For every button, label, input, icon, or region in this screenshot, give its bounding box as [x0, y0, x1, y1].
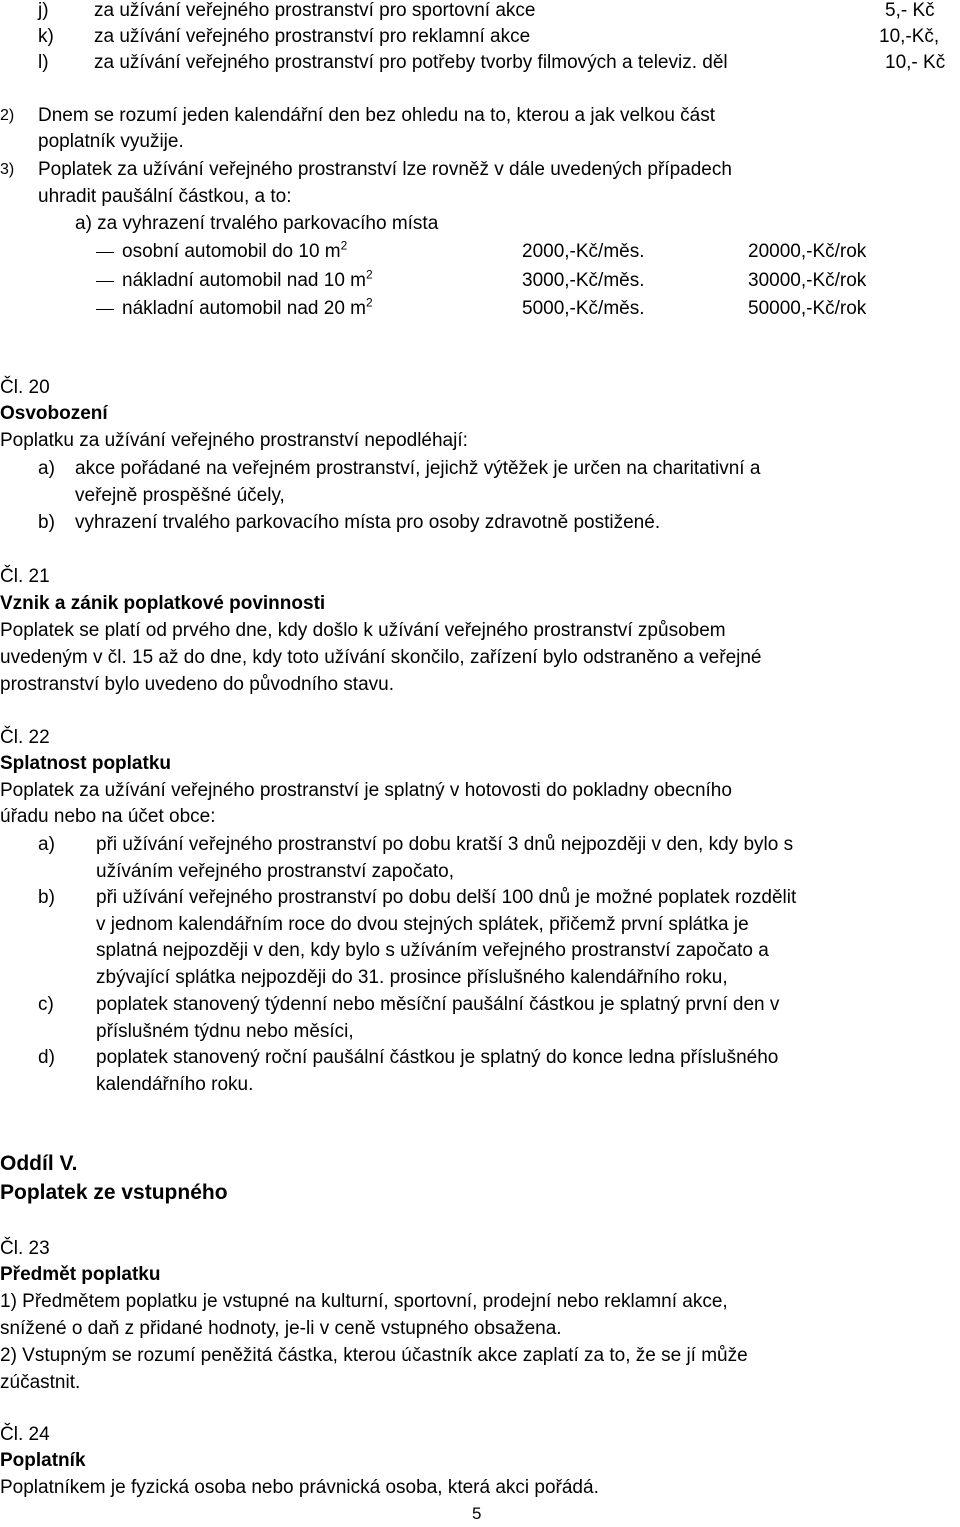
- article-text: 1) Předmětem poplatku je vstupné na kulturní, sportovní, prodejní nebo reklamní akce,: [0, 1291, 728, 1312]
- article-title: Předmět poplatku: [0, 1264, 161, 1285]
- parking-month: 5000,-Kč/měs.: [522, 298, 645, 319]
- list-text: při užívání veřejného prostranství po dobu delší 100 dnů je možné poplatek rozdělit: [96, 887, 797, 908]
- list-letter: c): [38, 994, 54, 1015]
- article-text: zúčastnit.: [0, 1372, 81, 1393]
- list-letter: a): [38, 834, 55, 855]
- fee-letter: l): [38, 52, 49, 73]
- parking-label: osobní automobil do 10 $m^2$: [122, 238, 348, 262]
- paragraph-text: poplatník využije.: [38, 131, 184, 152]
- article-text: uvedeným v čl. 15 až do dne, kdy toto užívání skončilo, zařízení bylo odstraněno a veřejné: [0, 647, 762, 668]
- article-number: Čl. 20: [0, 377, 50, 398]
- article-text: Poplatek za užívání veřejného prostranství je splatný v hotovosti do pokladny obecního: [0, 780, 732, 801]
- article-text: Poplatku za užívání veřejného prostranství nepodléhají:: [0, 430, 468, 451]
- list-text: akce pořádané na veřejném prostranství, jejichž výtěžek je určen na charitativní a: [75, 458, 761, 479]
- list-letter: a): [38, 458, 55, 479]
- paragraph-text: Dnem se rozumí jeden kalendářní den bez ohledu na to, kterou a jak velkou část: [38, 105, 716, 126]
- fee-letter: k): [38, 26, 54, 47]
- article-number: Čl. 22: [0, 727, 50, 748]
- section-subheading: Poplatek ze vstupného: [0, 1181, 228, 1204]
- fee-text: za užívání veřejného prostranství pro sportovní akce: [94, 0, 536, 21]
- fee-value: 10,- Kč: [885, 52, 946, 73]
- parking-month: 3000,-Kč/měs.: [522, 270, 645, 291]
- list-letter: d): [38, 1047, 55, 1068]
- parking-label: nákladní automobil nad 20 $m^2$: [122, 295, 373, 319]
- article-title: Splatnost poplatku: [0, 753, 171, 774]
- article-text: Poplatek se platí od prvého dne, kdy došlo k užívání veřejného prostranství způsobem: [0, 620, 726, 641]
- list-text: poplatek stanovený roční paušální částkou je splatný do konce ledna příslušného: [96, 1047, 779, 1068]
- parking-year: 30000,-Kč/rok: [748, 270, 867, 291]
- list-text: příslušném týdnu nebo měsíci,: [96, 1021, 354, 1042]
- fee-text: za užívání veřejného prostranství pro potřeby tvorby filmových a televiz. děl: [94, 52, 728, 73]
- article-title: Osvobození: [0, 403, 108, 424]
- dash-bullet: [96, 252, 114, 253]
- article-title: Poplatník: [0, 1450, 86, 1471]
- parking-year: 50000,-Kč/rok: [748, 298, 867, 319]
- parking-year: 20000,-Kč/rok: [748, 241, 867, 262]
- list-text: poplatek stanovený týdenní nebo měsíční paušální částkou je splatný první den v: [96, 994, 780, 1015]
- paragraph-text: Poplatek za užívání veřejného prostranství lze rovněž v dále uvedených případech: [38, 159, 732, 180]
- fee-letter: j): [38, 0, 49, 21]
- page-number: 5: [472, 1504, 482, 1523]
- list-item: a) za vyhrazení trvalého parkovacího místa: [75, 213, 439, 234]
- list-letter: b): [38, 512, 55, 533]
- list-text: kalendářního roku.: [96, 1074, 254, 1095]
- article-text: úřadu nebo na účet obce:: [0, 806, 216, 827]
- fee-text: za užívání veřejného prostranství pro reklamní akce: [94, 26, 531, 47]
- list-text: vyhrazení trvalého parkovacího místa pro osoby zdravotně postižené.: [75, 512, 661, 533]
- paragraph-number: 3): [0, 161, 15, 178]
- section-heading: Oddíl V.: [0, 1152, 78, 1175]
- list-text: v jednom kalendářním roce do dvou stejných splátek, přičemž první splátka je: [96, 914, 749, 935]
- parking-month: 2000,-Kč/měs.: [522, 241, 645, 262]
- article-number: Čl. 24: [0, 1424, 50, 1445]
- paragraph-text: uhradit paušální částkou, a to:: [38, 186, 292, 207]
- article-text: Poplatníkem je fyzická osoba nebo právnická osoba, která akci pořádá.: [0, 1477, 599, 1498]
- list-text: zbývající splátka nejpozději do 31. prosince příslušného kalendářního roku,: [96, 967, 728, 988]
- fee-value: 10,-Kč,: [879, 26, 940, 47]
- list-text: splatná nejpozději v den, kdy bylo s užíváním veřejného prostranství započato a: [96, 940, 769, 961]
- dash-bullet: [96, 281, 114, 282]
- parking-label: nákladní automobil nad 10 $m^2$: [122, 267, 373, 291]
- article-text: 2) Vstupným se rozumí peněžitá částka, kterou účastník akce zaplatí za to, že se jí může: [0, 1345, 748, 1366]
- list-text: při užívání veřejného prostranství po dobu kratší 3 dnů nejpozději v den, kdy bylo s: [96, 834, 794, 855]
- list-text: veřejně prospěšné účely,: [75, 485, 285, 506]
- article-number: Čl. 21: [0, 566, 50, 587]
- list-letter: b): [38, 887, 55, 908]
- dash-bullet: [96, 309, 114, 310]
- list-text: užíváním veřejného prostranství započato,: [96, 861, 455, 882]
- fee-value: 5,- Kč: [885, 0, 935, 21]
- article-text: snížené o daň z přidané hodnoty, je-li v ceně vstupného obsažena.: [0, 1318, 562, 1339]
- paragraph-number: 2): [0, 107, 15, 124]
- article-number: Čl. 23: [0, 1238, 50, 1259]
- article-title: Vznik a zánik poplatkové povinnosti: [0, 593, 326, 614]
- article-text: prostranství bylo uvedeno do původního stavu.: [0, 674, 394, 695]
